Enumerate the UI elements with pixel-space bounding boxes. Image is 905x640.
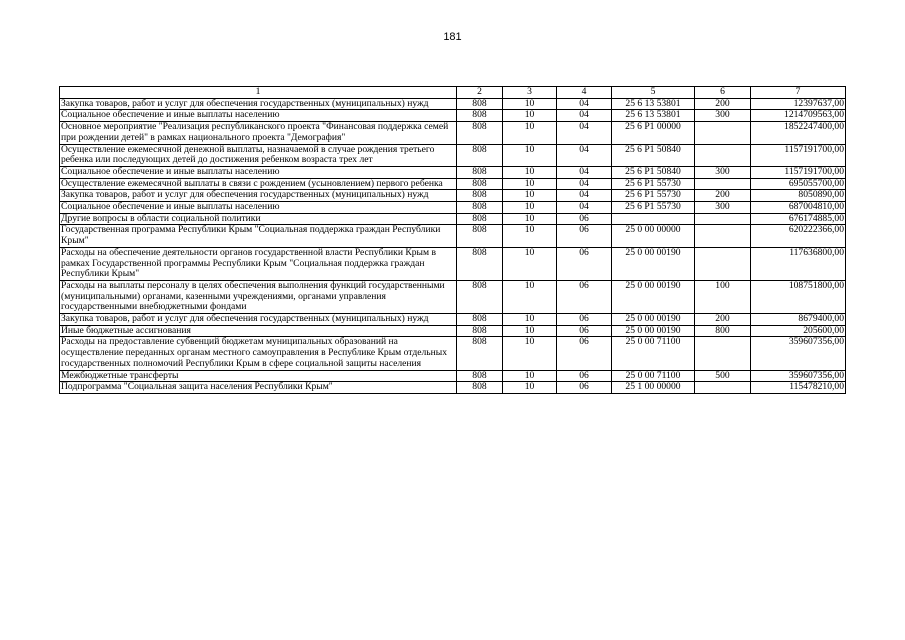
target-article-code: 25 0 00 00000 bbox=[612, 225, 695, 247]
target-article-code: 25 6 13 53801 bbox=[612, 110, 695, 122]
table-row bbox=[60, 178, 846, 190]
target-article-code: 25 0 00 00190 bbox=[612, 314, 695, 326]
section-code: 10 bbox=[503, 202, 557, 214]
table-row bbox=[60, 202, 846, 214]
section-code: 10 bbox=[503, 325, 557, 337]
amount: 359607356,00 bbox=[751, 370, 846, 382]
amount: 687004810,00 bbox=[751, 202, 846, 214]
expense-type-code: 300 bbox=[695, 202, 751, 214]
table-row bbox=[60, 122, 846, 144]
expense-type-code: 200 bbox=[695, 98, 751, 110]
expense-type-code bbox=[695, 382, 751, 394]
item-name: Расходы на обеспечение деятельности органов государственной власти Республики Крым в рамках Государственной программы Республики Крым "Социальная поддержка граждан Республики Крым" bbox=[60, 247, 457, 280]
amount: 205600,00 bbox=[751, 325, 846, 337]
amount: 676174885,00 bbox=[751, 213, 846, 225]
table-row bbox=[60, 144, 846, 166]
section-code: 10 bbox=[503, 110, 557, 122]
amount: 1852247400,00 bbox=[751, 122, 846, 144]
section-code: 10 bbox=[503, 166, 557, 178]
target-article-code: 25 6 P1 55730 bbox=[612, 178, 695, 190]
ministry-code: 808 bbox=[457, 247, 503, 280]
target-article-code: 25 0 00 71100 bbox=[612, 370, 695, 382]
table-row bbox=[60, 247, 846, 280]
ministry-code: 808 bbox=[457, 382, 503, 394]
ministry-code: 808 bbox=[457, 314, 503, 326]
amount: 620222366,00 bbox=[751, 225, 846, 247]
item-name: Социальное обеспечение и иные выплаты населению bbox=[60, 110, 457, 122]
item-name: Государственная программа Республики Крым "Социальная поддержка граждан Республики Крым" bbox=[60, 225, 457, 247]
ministry-code: 808 bbox=[457, 122, 503, 144]
expense-type-code bbox=[695, 213, 751, 225]
section-code: 10 bbox=[503, 280, 557, 313]
amount: 359607356,00 bbox=[751, 337, 846, 370]
subsection-code: 04 bbox=[557, 98, 612, 110]
section-code: 10 bbox=[503, 382, 557, 394]
table-row bbox=[60, 225, 846, 247]
column-header: 6 bbox=[695, 87, 751, 99]
expense-type-code bbox=[695, 337, 751, 370]
subsection-code: 04 bbox=[557, 110, 612, 122]
subsection-code: 04 bbox=[557, 202, 612, 214]
target-article-code: 25 6 P1 00000 bbox=[612, 122, 695, 144]
ministry-code: 808 bbox=[457, 370, 503, 382]
table-row bbox=[60, 325, 846, 337]
item-name: Расходы на выплаты персоналу в целях обеспечения выполнения функций государственными (муниципальными) органами, казенными учреждениями, органами управления государственными внебюджетными фондами bbox=[60, 280, 457, 313]
expense-type-code: 200 bbox=[695, 190, 751, 202]
section-code: 10 bbox=[503, 213, 557, 225]
page-number: 181 bbox=[443, 31, 462, 43]
ministry-code: 808 bbox=[457, 280, 503, 313]
column-header: 4 bbox=[557, 87, 612, 99]
amount: 1157191700,00 bbox=[751, 166, 846, 178]
section-code: 10 bbox=[503, 98, 557, 110]
column-header: 7 bbox=[751, 87, 846, 99]
subsection-code: 06 bbox=[557, 280, 612, 313]
expense-type-code: 200 bbox=[695, 314, 751, 326]
item-name: Подпрограмма "Социальная защита населения Республики Крым" bbox=[60, 382, 457, 394]
table-row bbox=[60, 110, 846, 122]
subsection-code: 06 bbox=[557, 325, 612, 337]
section-code: 10 bbox=[503, 370, 557, 382]
subsection-code: 06 bbox=[557, 314, 612, 326]
ministry-code: 808 bbox=[457, 166, 503, 178]
ministry-code: 808 bbox=[457, 98, 503, 110]
amount: 1157191700,00 bbox=[751, 144, 846, 166]
target-article-code: 25 0 00 71100 bbox=[612, 337, 695, 370]
item-name: Осуществление ежемесячной денежной выплаты, назначаемой в случае рождения третьего ребенка или последующих детей до достижения ребенком возраста трех лет bbox=[60, 144, 457, 166]
amount: 12397637,00 bbox=[751, 98, 846, 110]
ministry-code: 808 bbox=[457, 190, 503, 202]
expense-type-code bbox=[695, 225, 751, 247]
item-name: Другие вопросы в области социальной политики bbox=[60, 213, 457, 225]
table-row bbox=[60, 166, 846, 178]
expense-type-code bbox=[695, 144, 751, 166]
item-name: Межбюджетные трансферты bbox=[60, 370, 457, 382]
section-code: 10 bbox=[503, 337, 557, 370]
target-article-code: 25 0 00 00190 bbox=[612, 280, 695, 313]
ministry-code: 808 bbox=[457, 225, 503, 247]
item-name: Основное мероприятие "Реализация республиканского проекта "Финансовая поддержка семей при рождении детей" в рамках национального проекта "Демография" bbox=[60, 122, 457, 144]
table-row bbox=[60, 314, 846, 326]
target-article-code: 25 6 13 53801 bbox=[612, 98, 695, 110]
ministry-code: 808 bbox=[457, 213, 503, 225]
table-body bbox=[60, 98, 846, 393]
target-article-code: 25 1 00 00000 bbox=[612, 382, 695, 394]
item-name: Закупка товаров, работ и услуг для обеспечения государственных (муниципальных) нужд bbox=[60, 314, 457, 326]
subsection-code: 04 bbox=[557, 122, 612, 144]
amount: 8050890,00 bbox=[751, 190, 846, 202]
table-row bbox=[60, 98, 846, 110]
subsection-code: 06 bbox=[557, 382, 612, 394]
subsection-code: 06 bbox=[557, 337, 612, 370]
subsection-code: 04 bbox=[557, 190, 612, 202]
ministry-code: 808 bbox=[457, 178, 503, 190]
expense-type-code: 100 bbox=[695, 280, 751, 313]
expense-type-code: 500 bbox=[695, 370, 751, 382]
expense-type-code: 300 bbox=[695, 110, 751, 122]
ministry-code: 808 bbox=[457, 202, 503, 214]
section-code: 10 bbox=[503, 247, 557, 280]
expense-type-code bbox=[695, 178, 751, 190]
column-header: 1 bbox=[60, 87, 457, 99]
amount: 108751800,00 bbox=[751, 280, 846, 313]
item-name: Иные бюджетные ассигнования bbox=[60, 325, 457, 337]
column-header: 3 bbox=[503, 87, 557, 99]
section-code: 10 bbox=[503, 314, 557, 326]
expense-type-code bbox=[695, 122, 751, 144]
amount: 1214709563,00 bbox=[751, 110, 846, 122]
table-row bbox=[60, 370, 846, 382]
amount: 117636800,00 bbox=[751, 247, 846, 280]
column-header: 5 bbox=[612, 87, 695, 99]
item-name: Закупка товаров, работ и услуг для обеспечения государственных (муниципальных) нужд bbox=[60, 190, 457, 202]
table-row bbox=[60, 337, 846, 370]
target-article-code: 25 0 00 00190 bbox=[612, 247, 695, 280]
budget-table bbox=[59, 86, 846, 394]
table-row bbox=[60, 213, 846, 225]
target-article-code: 25 6 P1 55730 bbox=[612, 190, 695, 202]
table-row bbox=[60, 280, 846, 313]
column-header: 2 bbox=[457, 87, 503, 99]
ministry-code: 808 bbox=[457, 337, 503, 370]
expense-type-code: 800 bbox=[695, 325, 751, 337]
subsection-code: 06 bbox=[557, 213, 612, 225]
amount: 115478210,00 bbox=[751, 382, 846, 394]
table-row bbox=[60, 190, 846, 202]
amount: 8679400,00 bbox=[751, 314, 846, 326]
target-article-code: 25 6 P1 55730 bbox=[612, 202, 695, 214]
table-row bbox=[60, 382, 846, 394]
header-row bbox=[60, 87, 846, 99]
subsection-code: 04 bbox=[557, 178, 612, 190]
subsection-code: 06 bbox=[557, 370, 612, 382]
section-code: 10 bbox=[503, 225, 557, 247]
ministry-code: 808 bbox=[457, 325, 503, 337]
subsection-code: 06 bbox=[557, 247, 612, 280]
expense-type-code bbox=[695, 247, 751, 280]
expense-type-code: 300 bbox=[695, 166, 751, 178]
target-article-code: 25 6 P1 50840 bbox=[612, 144, 695, 166]
ministry-code: 808 bbox=[457, 110, 503, 122]
item-name: Расходы на предоставление субвенций бюджетам муниципальных образований на осуществление переданных органам местного самоуправления в Республике Крым отдельных государственных полномочий Республики Крым в сфере социальной защиты населения bbox=[60, 337, 457, 370]
item-name: Социальное обеспечение и иные выплаты населению bbox=[60, 202, 457, 214]
target-article-code bbox=[612, 213, 695, 225]
item-name: Социальное обеспечение и иные выплаты населению bbox=[60, 166, 457, 178]
item-name: Осуществление ежемесячной выплаты в связи с рождением (усыновлением) первого ребенка bbox=[60, 178, 457, 190]
target-article-code: 25 0 00 00190 bbox=[612, 325, 695, 337]
target-article-code: 25 6 P1 50840 bbox=[612, 166, 695, 178]
item-name: Закупка товаров, работ и услуг для обеспечения государственных (муниципальных) нужд bbox=[60, 98, 457, 110]
subsection-code: 04 bbox=[557, 166, 612, 178]
section-code: 10 bbox=[503, 190, 557, 202]
section-code: 10 bbox=[503, 144, 557, 166]
amount: 695055700,00 bbox=[751, 178, 846, 190]
subsection-code: 04 bbox=[557, 144, 612, 166]
subsection-code: 06 bbox=[557, 225, 612, 247]
ministry-code: 808 bbox=[457, 144, 503, 166]
section-code: 10 bbox=[503, 122, 557, 144]
section-code: 10 bbox=[503, 178, 557, 190]
